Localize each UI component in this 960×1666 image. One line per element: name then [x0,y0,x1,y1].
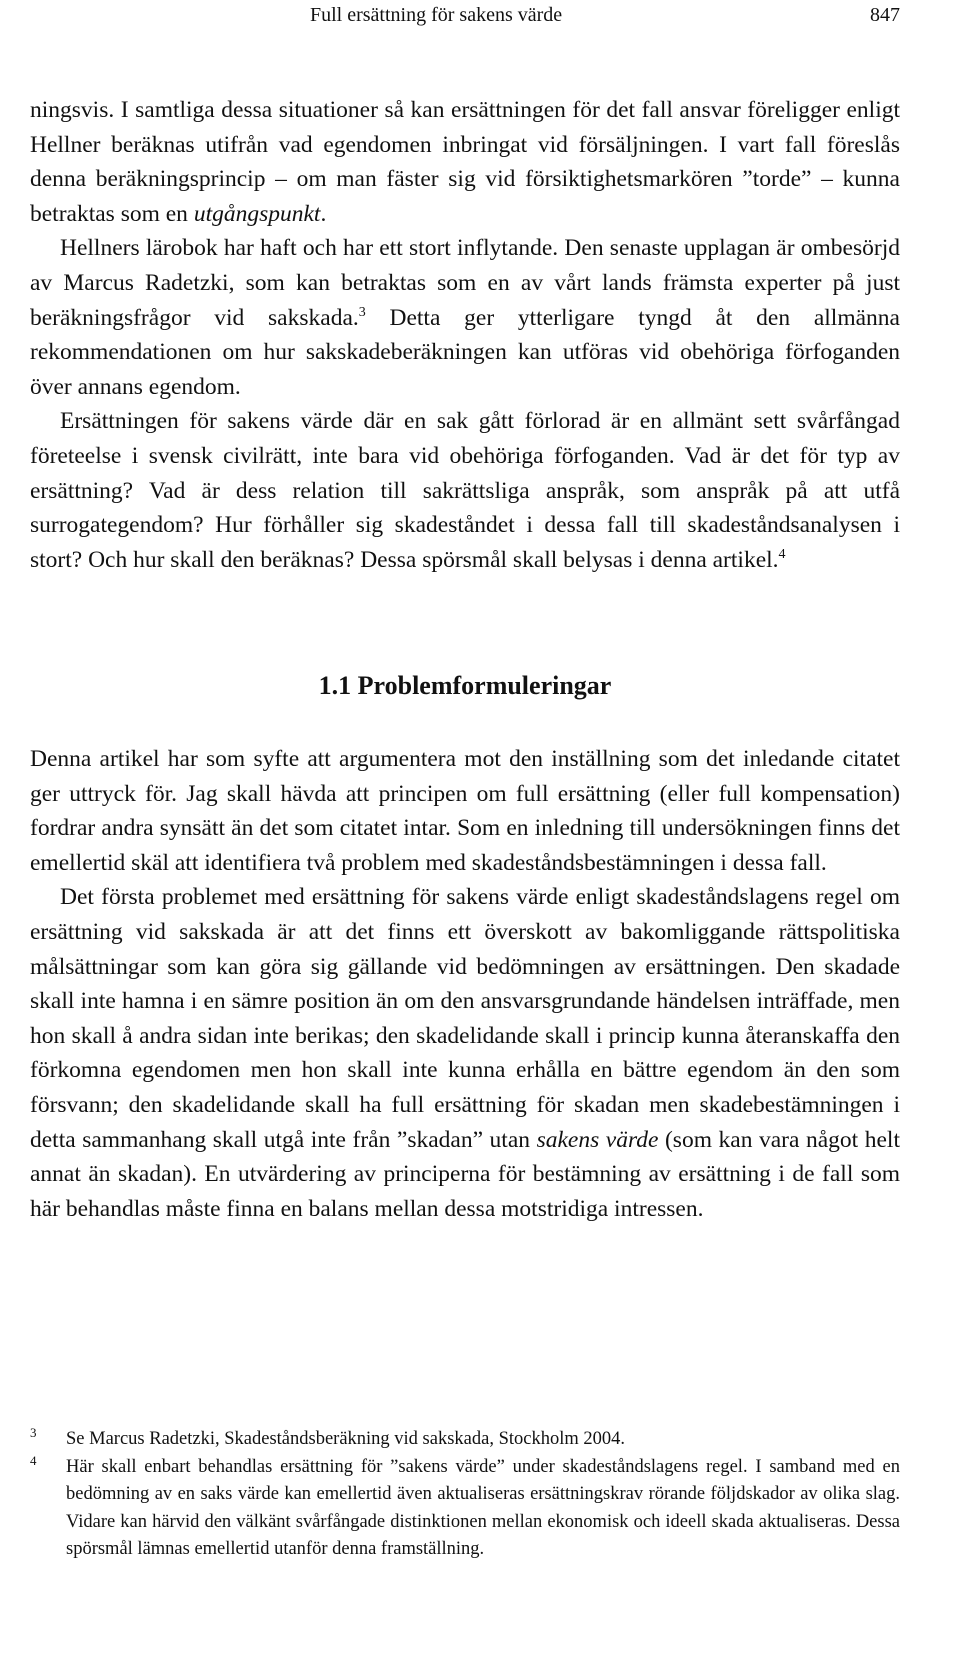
paragraph-text: Det första problemet med ersättning för sakens värde enligt skadeståndslagens regel om ersättning vid sakskada är att det finns ett överskott av bakomliggande rättspolitiska målsättningar som kan göra sig gällande vid bedömningen av ersättningen. Den skadade skall inte hamna i en sämre position än om den ansvarsgrundande händelsen inträffade, men hon skall å andra sidan inte berikas; den skadelidande skall i princip kunna återanskaffa den förkomna egendomen men hon skall inte kunna erhålla en bättre egendom än den som försvann; den skadelidande skall ha full ersättning för skadan men skadebestämningen i detta sammanhang skall utgå inte från ”skadan” utan [30,884,900,1153]
footnote [30,1454,900,1564]
paragraph-text: Detta ger ytterligare tyngd åt den allmänna rekommendationen om hur sakskadeberäkningen kan utföras vid obehöriga förfoganden över annans egendom. [30,304,900,400]
footnote-number: 4 [30,1452,37,1468]
section-heading: 1.1 Problemformuleringar [318,671,612,700]
footnote-number: 3 [30,1425,37,1440]
paragraph-text: (som kan vara något helt annat än skadan). En utvärdering av principerna för bestämning av ersättning i de fall som här behandlas måste finna en balans mellan dessa motstridiga intressen. [30,1126,900,1222]
paragraph-text: Ersättningen för sakens värde där en sak gått förlorad är en allmänt sett svårfångad företeelse i svensk civilrätt, inte bara vid obehöriga förfoganden. Vad är det för typ av ersättning? Vad är dess relation till sakrättsliga anspråk, som anspråk på att utfå surrogategendom? Hur förhåller sig skadeståndet i dessa fall till skadeståndsanalysen i stort? Och hur skall den beräknas? Dessa spörsmål skall belysas i denna artikel. [30,408,900,573]
emphasis-text: sakens värde [536,1126,659,1153]
footnote-reference: 3 [358,304,366,320]
paragraph-text: ningsvis. I samtliga dessa situationer så kan ersättningen för det fall ansvar föreligger enligt Hellner beräknas utifrån vad egendomen inbringat vid försäljningen. I vart fall föreslås denna beräkningsprincip – om man fäster sig vid försiktighetsmarkören ”torde” – kunna betraktas som en [30,97,900,227]
body-text-upper [30,93,900,577]
footnote-text: Se Marcus Radetzki, Skadeståndsberäkning vid sakskada, Stockholm 2004. [66,1429,626,1449]
body-text-lower [30,742,900,1226]
paragraph-text: . [320,200,327,227]
paragraph [30,93,900,231]
footnotes [30,1426,900,1564]
paragraph [30,880,900,1226]
document-page [30,0,900,1666]
paragraph [30,231,900,404]
emphasis-text: utgångspunkt [193,200,321,227]
running-header-title: Full ersättning för sakens värde [310,4,563,26]
paragraph: Denna artikel har som syfte att argumentera mot den inställning som det inledande citatet ger uttryck för. Jag skall hävda att principen om full ersättning (eller full kompensation) fordrar andra synsätt än det som citatet intar. Som en inledning till undersökningen finns det emellertid skäl att identifiera två problem med skadeståndsbestämningen i dessa fall. [30,746,900,876]
footnote-reference: 4 [778,546,786,562]
paragraph-text: Hellners lärobok har haft och har ett stort inflytande. Den senaste upplagan är ombesörjd av Marcus Radetzki, som kan betraktas som en av vårt lands främsta experter på just beräkningsfrågor vid sakskada. [30,235,900,331]
page-number: 847 [870,4,900,26]
footnote-text: Här skall enbart behandlas ersättning för ”sakens värde” under skadeståndslagens regel. I samband med en bedömning av en saks värde kan emellertid även aktualiseras ersättningskrav rörande följdskador av olika slag. Vidare kan härvid den välkänt svårfångade distinktionen mellan ekonomisk och ideell skada aktualiseras. Dessa spörsmål lämnas emellertid utanför denna framställning. [66,1456,900,1560]
running-header [30,4,900,28]
paragraph [30,404,900,577]
footnote [30,1426,900,1454]
